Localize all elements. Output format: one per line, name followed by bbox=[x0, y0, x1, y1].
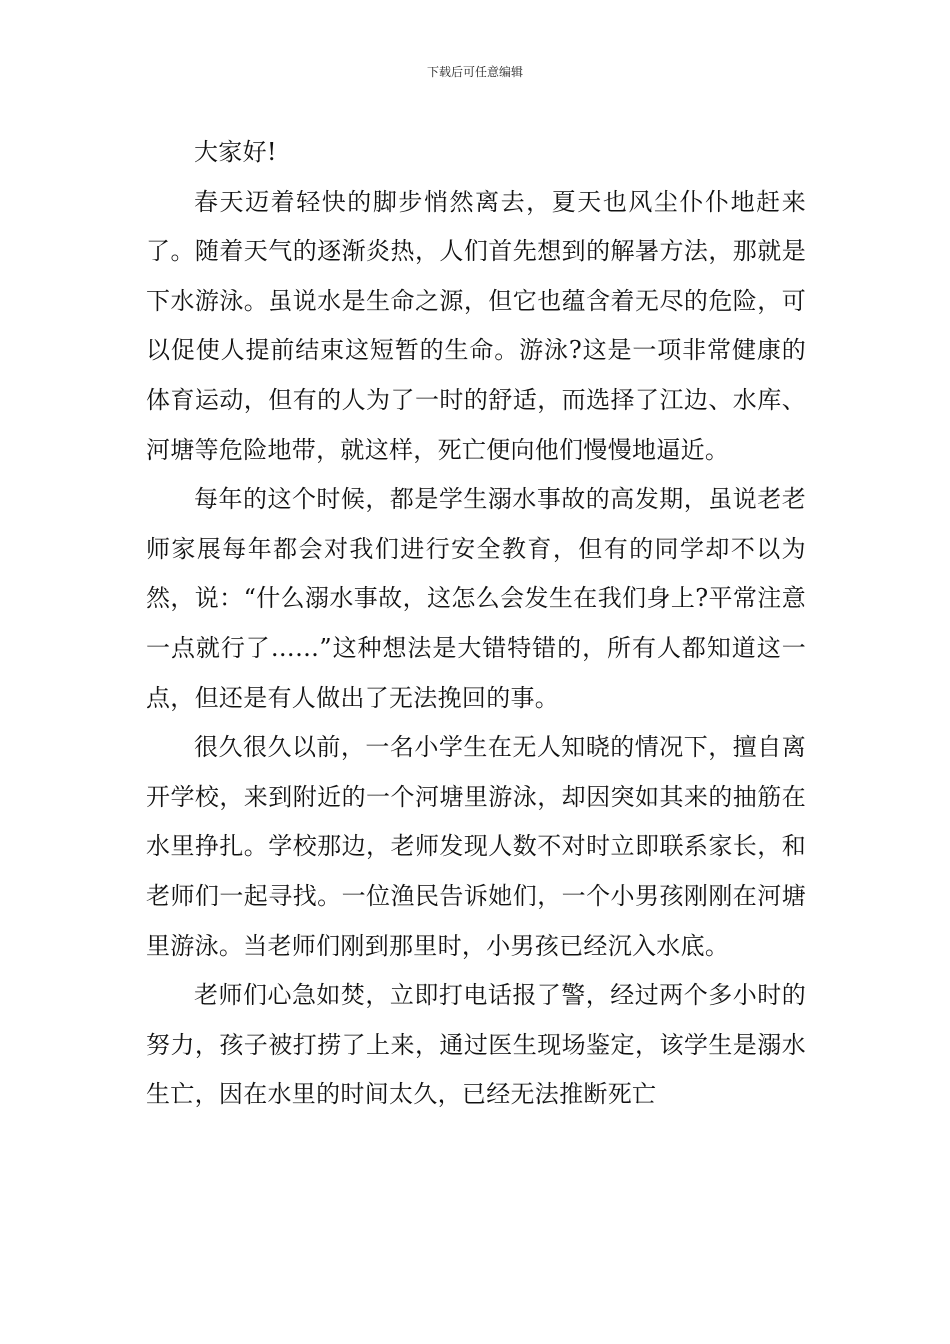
document-body bbox=[146, 128, 806, 1120]
paragraph-4: 老师们心急如焚，立即打电话报了警，经过两个多小时的努力，孩子被打捞了上来，通过医生现场鉴定，该学生是溺水生亡，因在水里的时间太久，已经无法推断死亡 bbox=[146, 981, 806, 1109]
page-header-note: 下载后可任意编辑 bbox=[426, 65, 523, 79]
paragraph-2: 每年的这个时候，都是学生溺水事故的高发期，虽说老老师家展每年都会对我们进行安全教育，但有的同学却不以为然，说：“什么溺水事故，这怎么会发生在我们身上?平常注意一点就行了……”这种想法是大错特错的，所有人都知道这一点，但还是有人做出了无法挽回的事。 bbox=[146, 485, 806, 712]
paragraph-3: 很久很久以前，一名小学生在无人知晓的情况下，擅自离开学校，来到附近的一个河塘里游泳，却因突如其来的抽筋在水里挣扎。学校那边，老师发现人数不对时立即联系家长，和老师们一起寻找。一位渔民告诉她们，一个小男孩刚刚在河塘里游泳。当老师们刚到那里时，小男孩已经沉入水底。 bbox=[146, 733, 806, 960]
paragraph-1: 春天迈着轻快的脚步悄然离去，夏天也风尘仆仆地赶来了。随着天气的逐渐炎热，人们首先想到的解暑方法，那就是下水游泳。虽说水是生命之源，但它也蕴含着无尽的危险，可以促使人提前结束这短暂的生命。游泳?这是一项非常健康的体育运动，但有的人为了一时的舒适，而选择了江边、水库、河塘等危险地带，就这样，死亡便向他们慢慢地逼近。 bbox=[146, 187, 806, 464]
paragraph-greeting: 大家好! bbox=[194, 138, 277, 166]
